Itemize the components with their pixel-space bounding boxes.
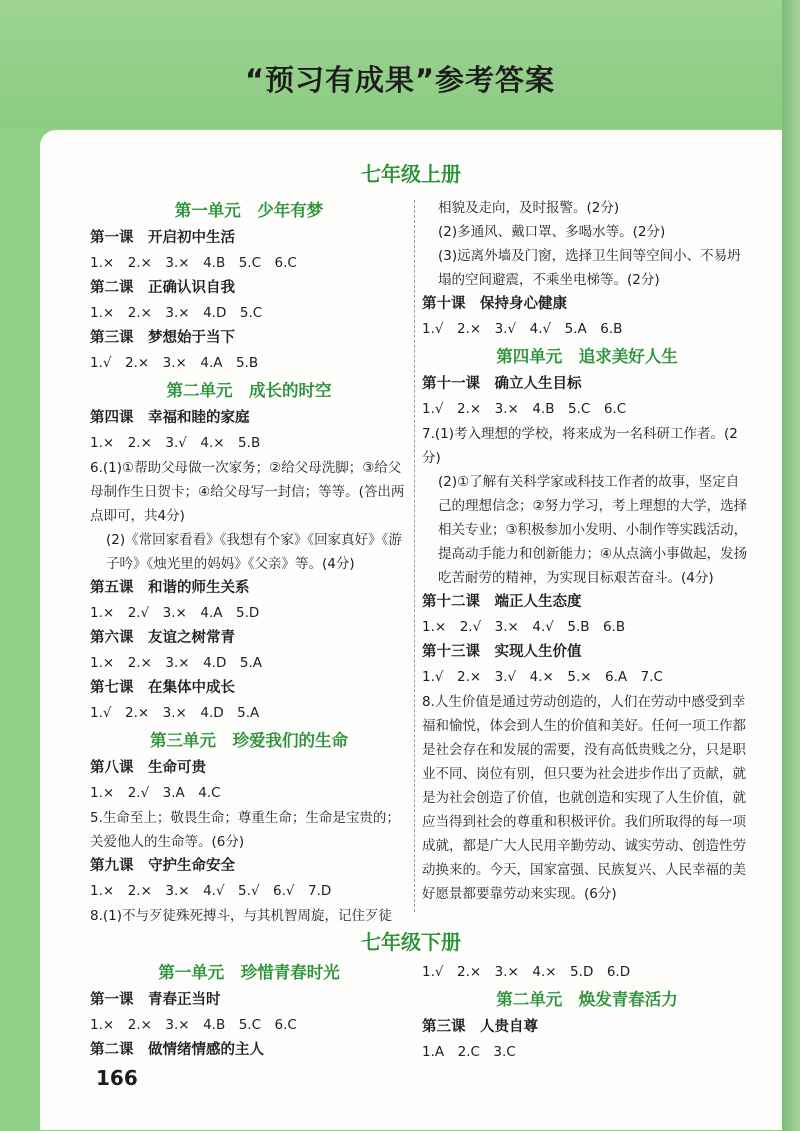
answer-paragraph: 5.生命至上；敬畏生命；尊重生命；生命是宝贵的；关爱他人的生命等。(6分) bbox=[90, 810, 400, 850]
lesson-title: 第三课 梦想始于当下 bbox=[90, 330, 235, 346]
answer-line: 1.× 2.× 3.× 4.D 5.C bbox=[90, 305, 263, 321]
answer-paragraph: (2)《常回家看看》《我想有个家》《回家真好》《游子吟》《烛光里的妈妈》《父亲》等。(4分) bbox=[106, 532, 402, 572]
answer-paragraph: (2)①了解有关科学家或科技工作者的故事，坚定自己的理想信念；②努力学习，考上理想的大学，选择相关专业；③积极参加小发明、小制作等实践活动，提高动手能力和创新能力；④从点滴小事做起，发扬吃苦耐劳的精神，为实现目标艰苦奋斗。(4分) bbox=[438, 474, 748, 586]
answer-line: 1.× 2.× 3.× 4.B 5.C 6.C bbox=[90, 255, 297, 271]
answer-line: 1.× 2.× 3.× 4.B 5.C 6.C bbox=[90, 1017, 297, 1033]
answer-paragraph: 相貌及走向，及时报警。(2分) bbox=[438, 200, 620, 216]
unit-heading: 第二单元 焕发青春活力 bbox=[496, 990, 678, 1009]
unit-heading: 第一单元 珍惜青春时光 bbox=[158, 963, 340, 982]
answer-line: 1.√ 2.× 3.× 4.× 5.D 6.D bbox=[422, 964, 631, 980]
answer-paragraph: 6.(1)①帮助父母做一次家务；②给父母洗脚；③给父母制作生日贺卡；④给父母写一封信；等等。(答出两点即可，共4分) bbox=[90, 460, 405, 524]
page-number: 166 bbox=[96, 1066, 138, 1090]
answer-paragraph: 8.人生价值是通过劳动创造的，人们在劳动中感受到幸福和愉悦，体会到人生的价值和美好。任何一项工作都是社会存在和发展的需要，没有高低贵贱之分，只是职业不同、岗位有别，但只要为社会进步作出了贡献，就是为社会创造了价值，也就创造和实现了人生价值，就应当得到社会的尊重和积极评价。我们所取得的每一项成就，都是广大人民用辛勤劳动、诚实劳动、创造性劳动换来的。今天，国家富强、民族复兴、人民幸福的美好愿景都要靠劳动来实现。(6分) bbox=[422, 694, 746, 902]
answer-paragraph: (2)多通风、戴口罩、多喝水等。(2分) bbox=[438, 224, 666, 240]
lesson-title: 第七课 在集体中成长 bbox=[90, 680, 235, 696]
answer-line: 1.× 2.× 3.× 4.√ 5.√ 6.√ 7.D bbox=[90, 883, 332, 899]
answer-line: 1.× 2.√ 3.× 4.√ 5.B 6.B bbox=[422, 619, 626, 635]
answer-line: 1.√ 2.× 3.× 4.A 5.B bbox=[90, 355, 259, 371]
lesson-title: 第十一课 确立人生目标 bbox=[422, 376, 582, 392]
lesson-title: 第十二课 端正人生态度 bbox=[422, 594, 582, 610]
lesson-title: 第十三课 实现人生价值 bbox=[422, 644, 582, 660]
upper-right-column bbox=[422, 196, 752, 906]
unit-heading: 第四单元 追求美好人生 bbox=[496, 347, 678, 366]
answer-line: 1.× 2.√ 3.A 4.C bbox=[90, 785, 221, 801]
lower-left-column bbox=[90, 958, 408, 1063]
lesson-title: 第四课 幸福和睦的家庭 bbox=[90, 410, 250, 426]
unit-heading: 第三单元 珍爱我们的生命 bbox=[150, 731, 348, 750]
lesson-title: 第五课 和谐的师生关系 bbox=[90, 580, 250, 596]
unit-heading: 第一单元 少年有梦 bbox=[174, 201, 324, 220]
lower-right-column bbox=[422, 960, 752, 1065]
answer-line: 1.√ 2.× 3.× 4.D 5.A bbox=[90, 705, 260, 721]
lesson-title: 第八课 生命可贵 bbox=[90, 760, 206, 776]
answer-line: 1.√ 2.× 3.× 4.B 5.C 6.C bbox=[422, 401, 627, 417]
lesson-title: 第一课 青春正当时 bbox=[90, 992, 221, 1008]
page-edge bbox=[782, 0, 800, 1131]
lesson-title: 第二课 正确认识自我 bbox=[90, 280, 235, 296]
answer-line: 1.A 2.C 3.C bbox=[422, 1044, 516, 1060]
answer-line: 1.√ 2.× 3.√ 4.√ 5.A 6.B bbox=[422, 321, 623, 337]
answer-line: 1.√ 2.× 3.√ 4.× 5.× 6.A 7.C bbox=[422, 669, 663, 685]
lesson-title: 第九课 守护生命安全 bbox=[90, 858, 235, 874]
column-divider bbox=[414, 200, 415, 912]
lesson-title: 第十课 保持身心健康 bbox=[422, 296, 567, 312]
lesson-title: 第二课 做情绪情感的主人 bbox=[90, 1042, 264, 1058]
answer-line: 1.× 2.× 3.√ 4.× 5.B bbox=[90, 435, 261, 451]
grade-heading-lower: 七年级下册 bbox=[361, 930, 461, 954]
answer-paragraph: 8.(1)不与歹徒殊死搏斗，与其机智周旋，记住歹徒 bbox=[90, 908, 393, 924]
answer-line: 1.× 2.√ 3.× 4.A 5.D bbox=[90, 605, 260, 621]
answer-line: 1.× 2.× 3.× 4.D 5.A bbox=[90, 655, 262, 671]
page-title: “预习有成果”参考答案 bbox=[244, 63, 556, 97]
upper-left-column bbox=[90, 196, 408, 928]
unit-heading: 第二单元 成长的时空 bbox=[166, 381, 332, 400]
answer-paragraph: (3)远离外墙及门窗，选择卫生间等空间小、不易坍塌的空间避震，不乘坐电梯等。(2分) bbox=[438, 248, 741, 288]
grade-heading-upper: 七年级上册 bbox=[361, 162, 461, 186]
answer-paragraph: 7.(1)考入理想的学校，将来成为一名科研工作者。(2分) bbox=[422, 426, 738, 466]
lesson-title: 第六课 友谊之树常青 bbox=[90, 630, 235, 646]
lesson-title: 第三课 人贵自尊 bbox=[422, 1019, 538, 1035]
lesson-title: 第一课 开启初中生活 bbox=[90, 230, 235, 246]
